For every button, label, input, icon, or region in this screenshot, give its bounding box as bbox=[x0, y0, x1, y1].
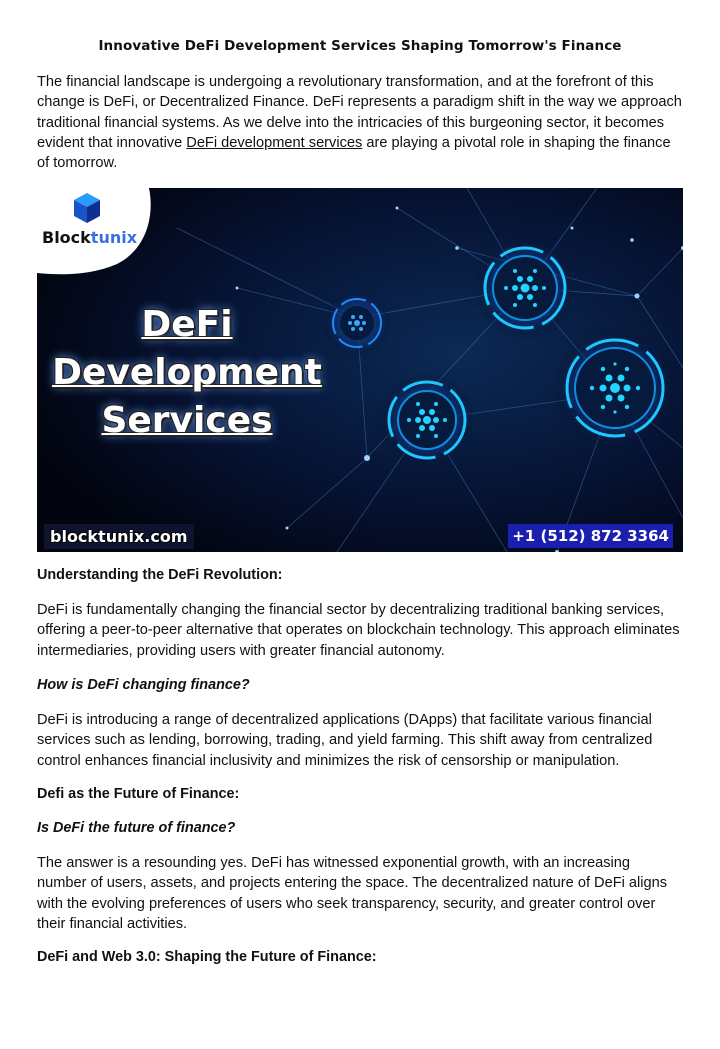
paragraph-defi-future: The answer is a resounding yes. DeFi has witnessed exponential growth, with an increasing number of users, assets, and projects entering the space. The decentralized nature of DeFi aligns with the evolving preferences of users who seek transparency, security, and greater control over their financial activities. bbox=[37, 855, 668, 932]
hero-banner-image bbox=[37, 188, 683, 552]
section-heading-future-of-finance: Defi as the Future of Finance: bbox=[37, 786, 240, 802]
page-title: Innovative DeFi Development Services Shaping Tomorrow's Finance bbox=[98, 38, 622, 54]
section-heading-web3: DeFi and Web 3.0: Shaping the Future of Finance: bbox=[37, 949, 377, 965]
intro-text-before: The financial landscape is undergoing a revolutionary transformation, and at the forefront of this change is DeFi, or Decentralized Finance. DeFi represents a paradigm shift in the way we approach traditional financial systems. As we delve into the intricacies of this burgeoning sector, it becomes evident that innovative bbox=[37, 74, 682, 151]
banner-title-line-2: Development bbox=[52, 352, 322, 393]
blocktunix-logo-text: Blocktunix bbox=[42, 228, 138, 247]
website-badge: blocktunix.com bbox=[44, 524, 194, 549]
defi-services-link[interactable]: DeFi development services bbox=[186, 134, 363, 151]
section-heading-defi-revolution: Understanding the DeFi Revolution: bbox=[37, 567, 283, 583]
phone-badge: +1 (512) 872 3364 bbox=[508, 524, 673, 548]
paragraph-defi-revolution: DeFi is fundamentally changing the financial sector by decentralizing traditional banking services, offering a peer-to-peer alternative that operates on blockchain technology. This approach eliminates intermediaries, providing users with greater financial autonomy. bbox=[37, 602, 680, 659]
question-defi-future: Is DeFi the future of finance? bbox=[37, 820, 236, 836]
paragraph-defi-changing-finance: DeFi is introducing a range of decentralized applications (DApps) that facilitate various financial services such as lending, borrowing, trading, and yield farming. This shift away from centralized control enhances financial inclusivity and minimizes the risk of censorship or manipulation. bbox=[37, 712, 653, 769]
intro-text-after: are playing a pivotal role in shaping the finance of tomorrow. bbox=[37, 134, 671, 172]
banner-title-line-1: DeFi bbox=[141, 304, 233, 345]
question-defi-changing-finance: How is DeFi changing finance? bbox=[37, 677, 250, 693]
banner-title-line-3: Services bbox=[101, 400, 273, 441]
intro-paragraph bbox=[37, 72, 683, 173]
